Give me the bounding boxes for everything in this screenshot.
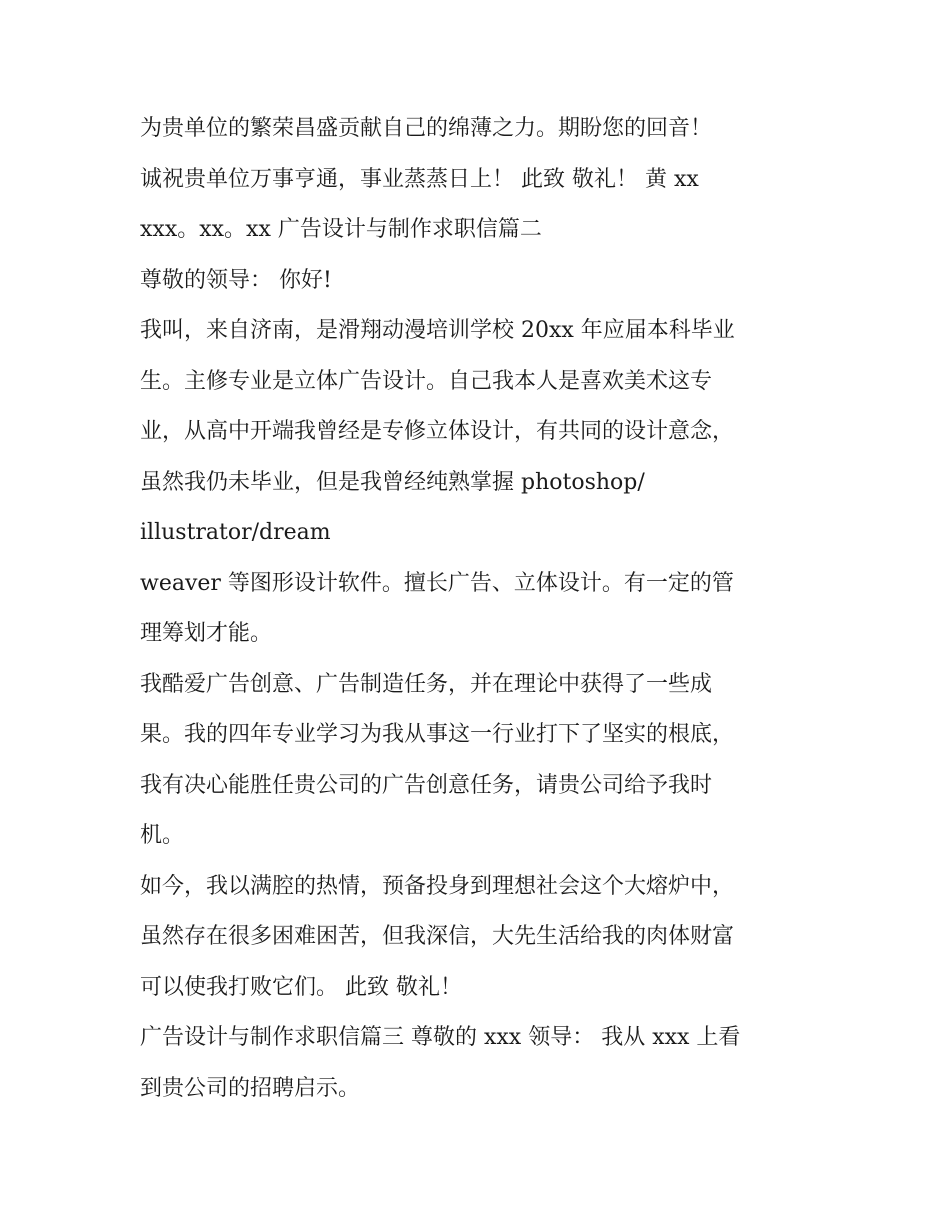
text-line: 虽然存在很多困难困苦，但我深信，大先生活给我的肉体财富 [140, 924, 735, 949]
text-line: 生。主修专业是立体广告设计。自己我本人是喜欢美术这专 [140, 368, 713, 394]
text-line: 可以使我打败它们。 此致 敬礼！ [140, 974, 462, 1000]
body-text [140, 104, 820, 1114]
text-line: 机。 [140, 823, 185, 848]
text-line: weaver 等图形设计软件。擅长广告、立体设计。有一定的管 [140, 570, 734, 596]
text-line: xxx。xx。xx 广告设计与制作求职信篇二 [140, 217, 542, 242]
text-line: 我叫，来自济南，是滑翔动漫培训学校 20xx 年应届本科毕业 [140, 318, 735, 343]
text-line: 虽然我仍未毕业，但是我曾经纯熟掌握 photoshop/ [140, 469, 645, 495]
text-line: 尊敬的领导： 你好! [140, 267, 332, 293]
text-line: 业，从高中开端我曾经是专修立体设计，有共同的设计意念， [140, 419, 735, 444]
text-line: 我有决心能胜任贵公司的广告创意任务，请贵公司给予我时 [140, 772, 713, 798]
text-line: 果。我的四年专业学习为我从事这一行业打下了坚实的根底， [140, 722, 735, 747]
text-line: 如今，我以满腔的热情，预备投身到理想社会这个大熔炉中， [140, 873, 735, 899]
text-line: 到贵公司的招聘启示。 [140, 1075, 361, 1101]
text-line: 诚祝贵单位万事亨通，事业蒸蒸日上！ 此致 敬礼！ 黄 xx [140, 166, 699, 192]
text-line: illustrator/dream [140, 520, 331, 545]
text-line: 为贵单位的繁荣昌盛贡献自己的绵薄之力。期盼您的回音！ [140, 116, 713, 141]
text-line: 广告设计与制作求职信篇三 尊敬的 xxx 领导： 我从 xxx 上看 [140, 1025, 741, 1050]
text-line: 理筹划才能。 [140, 621, 273, 646]
text-line: 我酷爱广告创意、广告制造任务，并在理论中获得了一些成 [140, 671, 713, 697]
